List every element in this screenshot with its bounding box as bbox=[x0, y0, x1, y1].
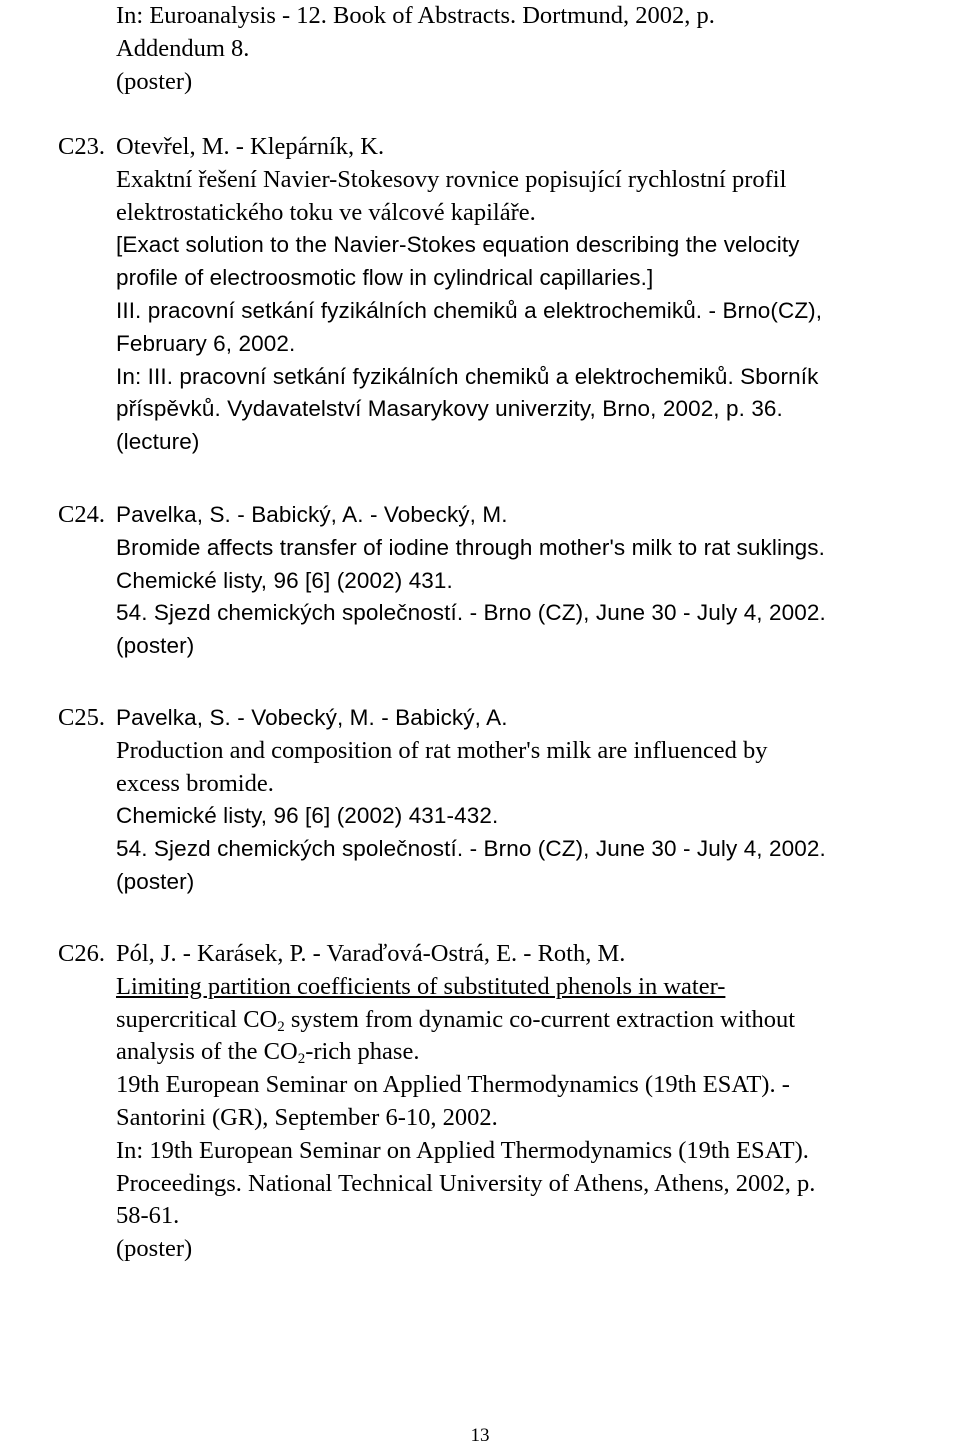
entry-lines bbox=[116, 131, 960, 459]
title-text: system from dynamic co-current extraction without bbox=[284, 1005, 796, 1033]
title-line: elektrostatického toku ve válcové kapiláře. bbox=[116, 198, 536, 226]
title-text: supercritical CO bbox=[116, 1005, 278, 1033]
authors-line: Otevřel, M. - Klepárník, K. bbox=[116, 133, 385, 160]
title-line: Bromide affects transfer of iodine through mother's milk to rat suklings. bbox=[116, 534, 825, 560]
entry-lines bbox=[116, 0, 960, 98]
entry-number: C26. bbox=[58, 940, 105, 967]
entry-type: (poster) bbox=[116, 633, 195, 659]
authors-line: Pavelka, S. - Babický, A. - Vobecký, M. bbox=[116, 502, 508, 527]
citation-line: In: Euroanalysis - 12. Book of Abstracts. Dortmund, 2002, p. bbox=[116, 2, 715, 29]
title-text: analysis of the CO bbox=[116, 1038, 298, 1066]
proceedings-line: In: 19th European Seminar on Applied Thermodynamics (19th ESAT). bbox=[116, 1136, 809, 1164]
proceedings-line: Proceedings. National Technical University of Athens, Athens, 2002, p. bbox=[116, 1169, 816, 1197]
subscript: 2 bbox=[297, 1051, 306, 1068]
journal-line: Chemické listy, 96 [6] (2002) 431. bbox=[116, 567, 453, 593]
entry-number: C24. bbox=[58, 501, 105, 528]
citation-line: Addendum 8. bbox=[116, 34, 250, 62]
subscript: 2 bbox=[277, 1018, 285, 1035]
title-line bbox=[116, 1004, 960, 1037]
entry-lines bbox=[116, 499, 960, 663]
translated-title-line: profile of electroosmotic flow in cylindrical capillaries.] bbox=[116, 265, 654, 291]
event-line: February 6, 2002. bbox=[116, 330, 296, 356]
entry-number: C23. bbox=[58, 133, 105, 160]
title-line bbox=[116, 1036, 960, 1069]
title-text: -rich phase. bbox=[305, 1038, 420, 1066]
proceedings-line: In: III. pracovní setkání fyzikálních chemiků a elektrochemiků. Sborník bbox=[116, 363, 819, 389]
event-line: 54. Sjezd chemických společností. - Brno (CZ), June 30 - July 4, 2002. bbox=[116, 836, 826, 862]
entry-lines bbox=[116, 938, 960, 1266]
entry-type: (poster) bbox=[116, 1235, 193, 1263]
entry-number: C25. bbox=[58, 704, 105, 731]
event-line: 54. Sjezd chemických společností. - Brno (CZ), June 30 - July 4, 2002. bbox=[116, 600, 826, 626]
translated-title-line: [Exact solution to the Navier-Stokes equation describing the velocity bbox=[116, 232, 800, 258]
title-line bbox=[116, 971, 960, 1004]
entry-type: (poster) bbox=[116, 67, 193, 95]
authors-line: Pól, J. - Karásek, P. - Varaďová-Ostrá, E. - Roth, M. bbox=[116, 940, 626, 967]
event-line: III. pracovní setkání fyzikálních chemiků a elektrochemiků. - Brno(CZ), bbox=[116, 297, 823, 323]
page-number: 13 bbox=[470, 1425, 490, 1446]
title-line: Production and composition of rat mother's milk are influenced by bbox=[116, 736, 768, 764]
event-line: Santorini (GR), September 6-10, 2002. bbox=[116, 1103, 498, 1131]
title-line: Exaktní řešení Navier-Stokesovy rovnice popisující rychlostní profil bbox=[116, 165, 787, 193]
journal-line: Chemické listy, 96 [6] (2002) 431-432. bbox=[116, 803, 499, 829]
title-text: Limiting partition coefficients of substituted phenols in water- bbox=[116, 972, 726, 1000]
entry-lines bbox=[116, 702, 960, 899]
title-line: excess bromide. bbox=[116, 769, 274, 797]
event-line: 19th European Seminar on Applied Thermodynamics (19th ESAT). - bbox=[116, 1071, 790, 1099]
authors-line: Pavelka, S. - Vobecký, M. - Babický, A. bbox=[116, 705, 508, 730]
proceedings-line: 58-61. bbox=[116, 1202, 180, 1230]
proceedings-line: příspěvků. Vydavatelství Masarykovy univerzity, Brno, 2002, p. 36. bbox=[116, 396, 783, 422]
entry-type: (lecture) bbox=[116, 429, 200, 455]
entry-type: (poster) bbox=[116, 868, 195, 894]
